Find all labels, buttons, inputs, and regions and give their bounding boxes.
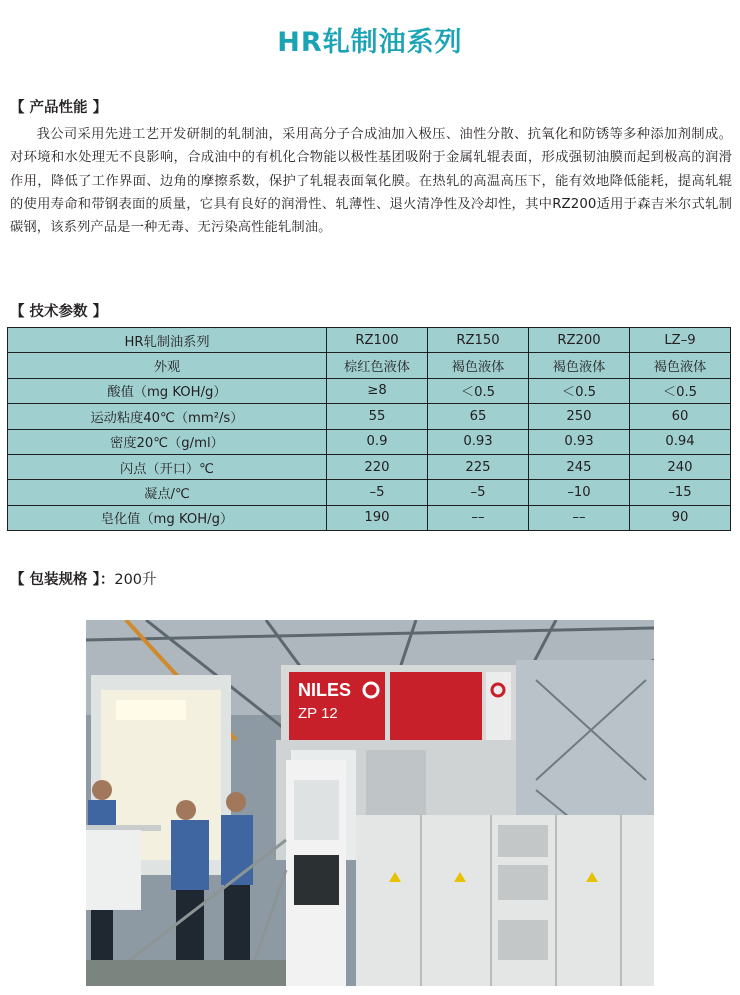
- table-row: [8, 378, 731, 403]
- table-cell: 225: [428, 454, 529, 479]
- table-row-label: 皂化值（mg KOH/g）: [8, 505, 327, 530]
- table-cell: 褐色液体: [428, 353, 529, 378]
- table-row: [8, 454, 731, 479]
- table-cell: 190: [327, 505, 428, 530]
- table-row-label: 闪点（开口）℃: [8, 454, 327, 479]
- table-cell: 250: [529, 404, 630, 429]
- specs-table: [7, 327, 731, 531]
- table-header-row: [8, 328, 731, 353]
- table-cell: LZ–9: [630, 328, 731, 353]
- machine-red-panel-right: [390, 672, 482, 747]
- table-cell: ––: [428, 505, 529, 530]
- table-cell: 0.93: [529, 429, 630, 454]
- table-cell: RZ100: [327, 328, 428, 353]
- table-cell: 棕红色液体: [327, 353, 428, 378]
- table-cell: ––: [529, 505, 630, 530]
- table-cell: –5: [428, 480, 529, 505]
- table-cell: 0.9: [327, 429, 428, 454]
- table-row: [8, 429, 731, 454]
- table-cell: RZ150: [428, 328, 529, 353]
- table-cell: RZ200: [529, 328, 630, 353]
- table-row-label: 运动粘度40℃（mm²/s）: [8, 404, 327, 429]
- table-row: [8, 404, 731, 429]
- performance-paragraph: 我公司采用先进工艺开发研制的轧制油，采用高分子合成油加入极压、油性分散、抗氧化和防锈等多种添加剂制成。对环境和水处理无不良影响，合成油中的有机化合物能以极性基团吸附于金属轧辊表面，形成强韧油膜而起到极高的润滑作用，降低了工作界面、边角的摩擦系数，保护了轧辊表面氧化膜。在热轧的高温高压下，能有效地降低能耗，提高轧辊的使用寿命和带钢表面的质量，它具有良好的润滑性、轧薄性、退火清净性及冷却性，其中RZ200适用于森吉米尔式轧制碳钢，该系列产品是一种无毒、无污染高性能轧制油。: [10, 127, 732, 236]
- table-cell: 褐色液体: [630, 353, 731, 378]
- table-cell: ＜0.5: [428, 378, 529, 403]
- table-row-label: 密度20℃（g/ml）: [8, 429, 327, 454]
- table-cell: 90: [630, 505, 731, 530]
- table-row-label: 凝点/℃: [8, 480, 327, 505]
- table-cell: 65: [428, 404, 529, 429]
- packaging-heading: 【 包装规格 】：: [10, 572, 115, 588]
- table-cell: –5: [327, 480, 428, 505]
- table-row: [8, 353, 731, 378]
- machine-brand-label: NILES: [298, 680, 352, 700]
- table-cell: 0.93: [428, 429, 529, 454]
- performance-heading: 【 产品性能 】: [10, 100, 108, 116]
- table-row-label: 酸值（mg KOH/g）: [8, 378, 327, 403]
- page-title: HR轧制油系列: [277, 27, 463, 58]
- table-cell: 220: [327, 454, 428, 479]
- table-cell: ≥8: [327, 378, 428, 403]
- packaging-value: 200升: [114, 572, 157, 588]
- table-cell: –15: [630, 480, 731, 505]
- table-row-label: HR轧制油系列: [8, 328, 327, 353]
- machine-model-label: ZP 12: [298, 705, 338, 722]
- table-cell: ＜0.5: [630, 378, 731, 403]
- table-cell: 60: [630, 404, 731, 429]
- specs-heading: 【 技术参数 】: [10, 304, 108, 320]
- table-row: [8, 505, 731, 530]
- table-row-label: 外观: [8, 353, 327, 378]
- table-cell: 240: [630, 454, 731, 479]
- table-cell: 0.94: [630, 429, 731, 454]
- table-cell: –10: [529, 480, 630, 505]
- table-cell: 褐色液体: [529, 353, 630, 378]
- packaging-line: [10, 568, 157, 589]
- table-cell: 55: [327, 404, 428, 429]
- table-cell: 245: [529, 454, 630, 479]
- factory-photo: [86, 620, 654, 986]
- table-row: [8, 480, 731, 505]
- table-cell: ＜0.5: [529, 378, 630, 403]
